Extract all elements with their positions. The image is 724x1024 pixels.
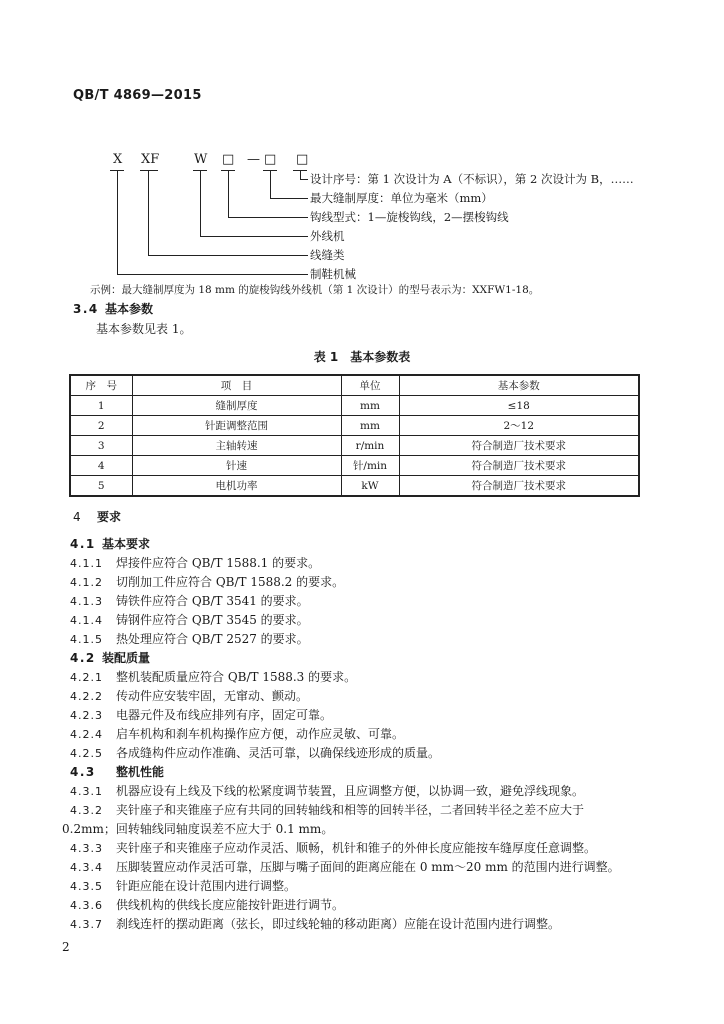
clause-4-2-2: 4.2.2 传动件应安装牢固，无窜动、颤动。 <box>70 689 309 703</box>
section-4-2-heading: 4.2 装配质量 <box>70 651 151 665</box>
table-cell: 4 <box>70 456 132 476</box>
clause-4-1-4: 4.1.4 铸钢件应符合 QB/T 3545 的要求。 <box>70 613 309 627</box>
desc-hook-type: 钩线型式：1—旋梭钩线，2—摆梭钩线 <box>310 210 509 224</box>
table-cell: ≤18 <box>399 396 639 416</box>
table-row <box>70 456 639 476</box>
table-cell: 2～12 <box>399 416 639 436</box>
table-cell: kW <box>341 476 399 497</box>
model-letter-x: X <box>113 152 123 167</box>
section-4-heading: 4 要求 <box>73 510 122 524</box>
table-cell: 电机功率 <box>132 476 341 497</box>
desc-shoe-machinery: 制鞋机械 <box>310 267 356 281</box>
clause-4-3-7: 4.3.7 刹线连杆的摆动距离（弦长，即过线轮轴的移动距离）应能在设计范围内进行调整。 <box>70 917 561 931</box>
table-cell: 1 <box>70 396 132 416</box>
clause-4-3-2-continuation: 0.2mm；回转轴线同轴度误差不应大于 0.1 mm。 <box>62 822 334 836</box>
section-3-4-text: 基本参数见表 1。 <box>96 322 192 336</box>
standard-code: QB/T 4869—2015 <box>73 88 202 103</box>
section-4-3-heading: 4.3 整机性能 <box>70 765 165 779</box>
table-cell: mm <box>341 396 399 416</box>
clause-4-2-3: 4.2.3 电器元件及布线应排列有序，固定可靠。 <box>70 708 333 722</box>
clause-4-1-1: 4.1.1 焊接件应符合 QB/T 1588.1 的要求。 <box>70 556 321 570</box>
table-row <box>70 396 639 416</box>
table-header-row <box>70 375 639 396</box>
table-1-title: 表 1 基本参数表 <box>313 350 411 364</box>
table-cell: 缝制厚度 <box>132 396 341 416</box>
page-number: 2 <box>62 940 70 954</box>
clause-4-3-1: 4.3.1 机器应设有上线及下线的松紧度调节装置，且应调整方便，以协调一致，避免浮线现象。 <box>70 784 585 798</box>
desc-outsole-machine: 外线机 <box>310 229 345 243</box>
model-dash: — <box>247 152 260 167</box>
table-cell: 针/min <box>341 456 399 476</box>
desc-design-serial: 设计序号：第 1 次设计为 A（不标识），第 2 次设计为 B，…… <box>310 172 634 186</box>
desc-seam-type: 线缝类 <box>310 248 345 262</box>
clause-4-3-6: 4.3.6 供线机构的供线长度应能按针距进行调节。 <box>70 898 345 912</box>
clause-4-2-5: 4.2.5 各成缝构件应动作准确、灵活可靠，以确保线迹形成的质量。 <box>70 746 441 760</box>
clause-4-3-2: 4.3.2 夹针座子和夹锥座子应有共同的回转轴线和相等的回转半径，二者回转半径之差不应大于 <box>70 803 585 817</box>
table-cell: 针速 <box>132 456 341 476</box>
table-cell: 3 <box>70 436 132 456</box>
clause-4-1-5: 4.1.5 热处理应符合 QB/T 2527 的要求。 <box>70 632 309 646</box>
section-3-4-heading: 3.4 基本参数 <box>73 302 154 316</box>
table-row <box>70 436 639 456</box>
table-cell: r/min <box>341 436 399 456</box>
clause-4-2-4: 4.2.4 启车机构和刹车机构操作应方便，动作应灵敏、可靠。 <box>70 727 405 741</box>
table-cell: 针距调整范围 <box>132 416 341 436</box>
desc-max-thickness: 最大缝制厚度：单位为毫米（mm） <box>310 191 493 205</box>
clause-4-3-4: 4.3.4 压脚装置应动作灵活可靠，压脚与嘴子面间的距离应能在 0 mm～20 mm 的范围内进行调整。 <box>70 860 620 874</box>
header-cell: 基本参数 <box>399 375 639 396</box>
table-cell: 符合制造厂技术要求 <box>399 456 639 476</box>
table-cell: 主轴转速 <box>132 436 341 456</box>
table-cell: 5 <box>70 476 132 497</box>
underline-xf <box>140 170 158 171</box>
header-cell: 项 目 <box>132 375 341 396</box>
table-cell: 符合制造厂技术要求 <box>399 436 639 456</box>
table-cell: 符合制造厂技术要求 <box>399 476 639 497</box>
clause-4-2-1: 4.2.1 整机装配质量应符合 QB/T 1588.3 的要求。 <box>70 670 357 684</box>
table-cell: mm <box>341 416 399 436</box>
clause-4-1-3: 4.1.3 铸铁件应符合 QB/T 3541 的要求。 <box>70 594 309 608</box>
section-4-1-heading: 4.1 基本要求 <box>70 537 151 551</box>
model-box-1: □ <box>222 152 235 167</box>
model-example: 示例：最大缝制厚度为 18 mm 的旋梭钩线外线机（第 1 次设计）的型号表示为：XXFW1-18。 <box>90 284 540 296</box>
model-box-2: □ <box>264 152 277 167</box>
header-cell: 序 号 <box>70 375 132 396</box>
model-box-3: □ <box>296 152 309 167</box>
clause-4-1-2: 4.1.2 切削加工件应符合 QB/T 1588.2 的要求。 <box>70 575 345 589</box>
table-cell: 2 <box>70 416 132 436</box>
model-letter-xf: XF <box>141 152 160 167</box>
clause-4-3-3: 4.3.3 夹针座子和夹锥座子应动作灵活、顺畅，机针和锥子的外伸长度应能按车缝厚度任意调整。 <box>70 841 597 855</box>
clause-4-3-5: 4.3.5 针距应能在设计范围内进行调整。 <box>70 879 297 893</box>
table-row <box>70 416 639 436</box>
model-letter-w: W <box>194 152 208 167</box>
table-row <box>70 476 639 497</box>
header-cell: 单位 <box>341 375 399 396</box>
table-1 <box>69 374 640 497</box>
